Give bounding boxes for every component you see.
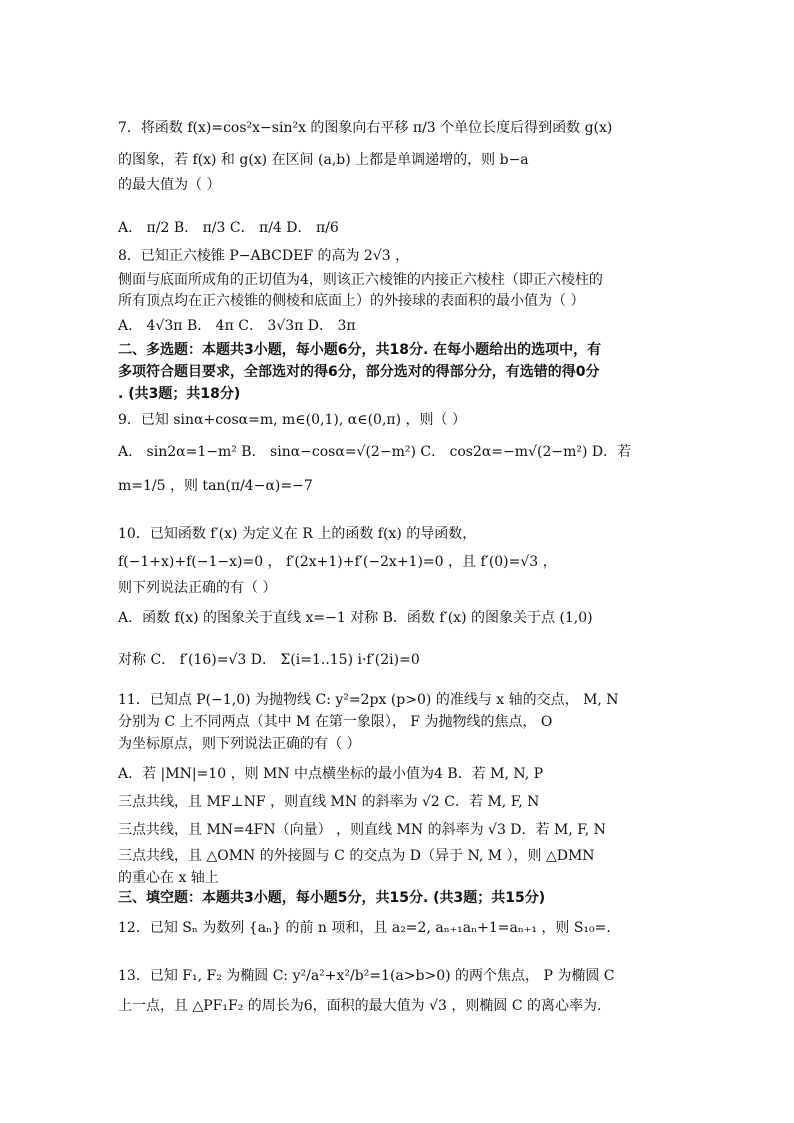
q7-line-3: 的最大值为（ ） <box>118 177 221 193</box>
q8-line-1: 8．已知正六棱锥 P−ABCDEF 的高为 2√3 ， <box>118 248 410 264</box>
q11-options-5: 的重心在 x 轴上 <box>118 870 219 886</box>
q7-line-1: 7．将函数 f(x)=cos²x−sin²x 的图象向右平移 π/3 个单位长度后得到函数 g(x) <box>118 120 613 136</box>
q11-line-2: 分别为 C 上不同两点（其中 M 在第一象限）， F 为抛物线的焦点， O <box>118 714 553 730</box>
q11-options-2: 三点共线，且 MF⊥NF ，则直线 MN 的斜率为 √2 C．若 M, F, N <box>118 794 540 810</box>
q9-line-1: 9．已知 sinα+cosα=m, m∈(0,1), α∈(0,π) ，则（ ） <box>118 412 466 428</box>
section-2-heading-2: 多项符合题目要求，全部选对的得6分，部分选对的得部分分，有选错的得0分 <box>118 364 600 380</box>
q8-options: A． 4√3π B． 4π C． 3√3π D． 3π <box>118 318 356 334</box>
section-2-heading-3: . (共3题；共18分) <box>118 386 241 402</box>
q13-line-1: 13．已知 F₁, F₂ 为椭圆 C: y²/a²+x²/b²=1(a>b>0) 的两个焦点， P 为椭圆 C <box>118 968 615 984</box>
q11-options-4: 三点共线，且 △OMN 的外接圆与 C 的交点为 D（异于 N, M ），则 △DMN <box>118 848 595 864</box>
q11-line-1: 11．已知点 P(−1,0) 为抛物线 C: y²=2px (p>0) 的准线与 x 轴的交点， M, N <box>118 692 619 708</box>
q11-line-3: 为坐标原点，则下列说法正确的有（ ） <box>118 736 361 752</box>
q10-line-2: f(−1+x)+f(−1−x)=0 ， f′(2x+1)+f′(−2x+1)=0 ，且 f′(0)=√3 ， <box>118 554 557 570</box>
q11-options-3: 三点共线，且 MN=4FN（向量） ，则直线 MN 的斜率为 √3 D．若 M, F, N <box>118 822 606 838</box>
q10-line-3: 则下列说法正确的有（ ） <box>118 580 277 596</box>
section-2-heading-1: 二、多选题：本题共3小题，每小题6分，共18分. 在每小题给出的选项中，有 <box>118 342 602 358</box>
q9-options-1: A． sin2α=1−m² B． sinα−cosα=√(2−m²) C． cos2α=−m√(2−m²) D．若 <box>118 444 632 460</box>
q10-line-1: 10．已知函数 f′(x) 为定义在 R 上的函数 f(x) 的导函数， <box>118 526 477 542</box>
q10-options-2: 对称 C． f′(16)=√3 D． Σ(i=1..15) i·f′(2i)=0 <box>118 652 420 668</box>
q10-options-1: A．函数 f(x) 的图象关于直线 x=−1 对称 B．函数 f′(x) 的图象关于点 (1,0) <box>118 610 593 626</box>
q8-line-3: 所有顶点均在正六棱锥的侧棱和底面上）的外接球的表面积的最小值为（ ） <box>118 293 585 309</box>
q12-line: 12．已知 Sₙ 为数列 {aₙ} 的前 n 项和，且 a₂=2, aₙ₊₁aₙ+1=aₙ₊₁ ，则 S₁₀=. <box>118 920 611 936</box>
q11-options-1: A．若 |MN|=10 ，则 MN 中点横坐标的最小值为4 B．若 M, N, P <box>118 766 544 782</box>
q7-line-2: 的图象，若 f(x) 和 g(x) 在区间 (a,b) 上都是单调递增的，则 b−a <box>118 152 529 168</box>
section-3-heading: 三、填空题：本题共3小题，每小题5分，共15分. (共3题；共15分) <box>118 890 546 906</box>
q8-line-2: 侧面与底面所成角的正切值为4，则该正六棱锥的内接正六棱柱（即正六棱柱的 <box>118 272 603 288</box>
q9-options-2: m=1/5 ，则 tan(π/4−α)=−7 <box>118 478 313 494</box>
q7-options: A． π/2 B． π/3 C． π/4 D． π/6 <box>118 220 339 236</box>
q13-line-2: 上一点，且 △PF₁F₂ 的周长为6，面积的最大值为 √3 ，则椭圆 C 的离心率为. <box>118 998 602 1014</box>
